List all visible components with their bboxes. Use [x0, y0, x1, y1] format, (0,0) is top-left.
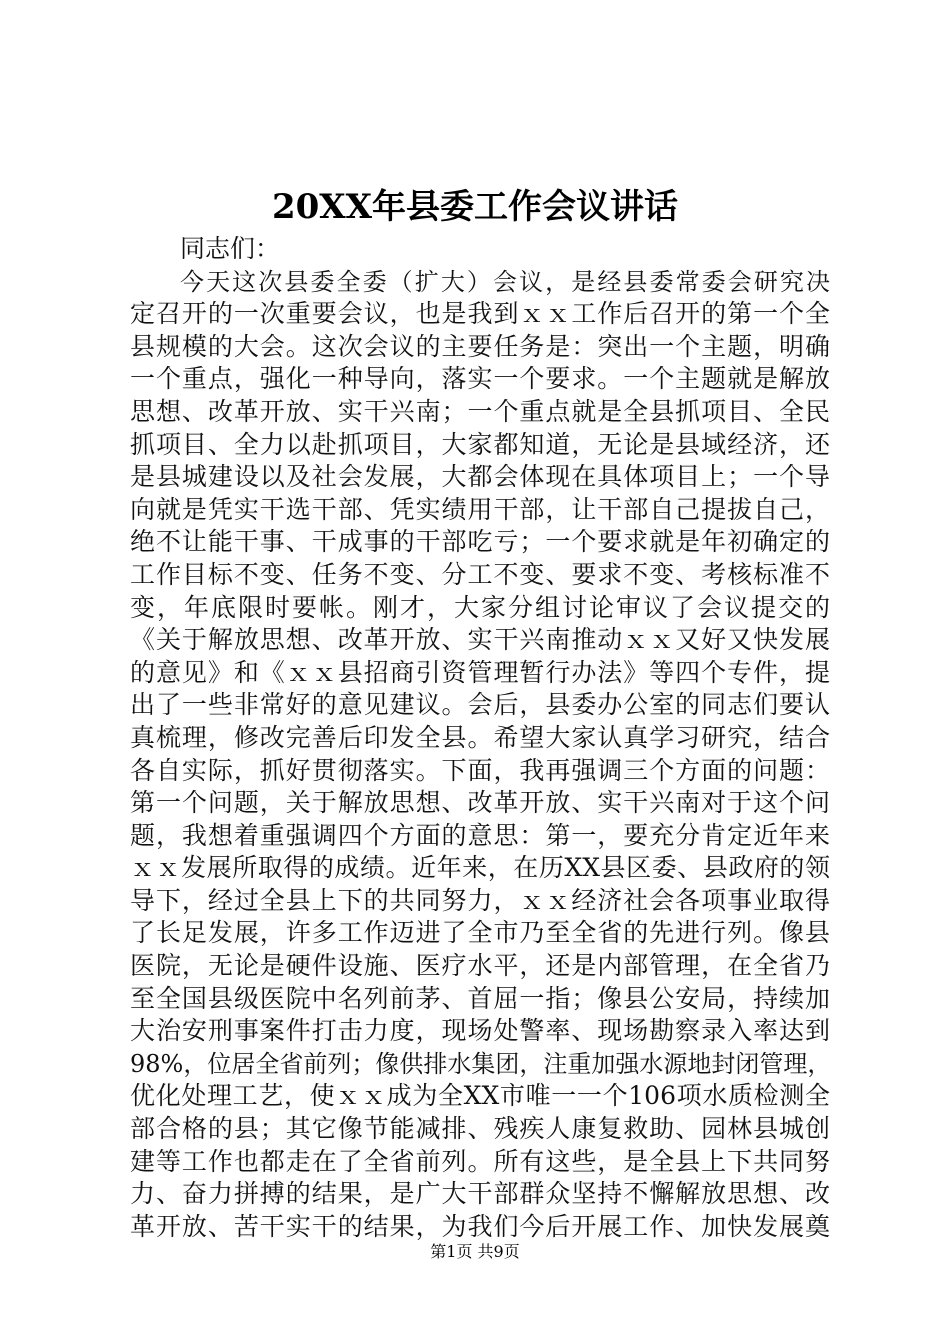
paragraph-line: 一个重点，强化一种导向，落实一个要求。一个主题就是解放 [130, 364, 830, 394]
paragraph-line: 变，年底限时要帐。刚才，大家分组讨论审议了会议提交的 [130, 592, 830, 622]
paragraph-line: 医院，无论是硬件设施、医疗水平，还是内部管理，在全省乃 [130, 951, 830, 981]
paragraph-line: 县规模的大会。这次会议的主要任务是：突出一个主题，明确 [130, 331, 830, 361]
paragraph-line: 向就是凭实干选干部、凭实绩用干部，让干部自己提拔自己， [130, 494, 830, 524]
paragraph-line: 了长足发展，许多工作迈进了全市乃至全省的先进行列。像县 [130, 918, 830, 948]
paragraph-line: 建等工作也都走在了全省前列。所有这些，是全县上下共同努 [130, 1146, 830, 1176]
paragraph-line: 的意见》和《ｘｘ县招商引资管理暂行办法》等四个专件，提 [130, 657, 830, 687]
paragraph-line: 力、奋力拼搏的结果，是广大干部群众坚持不懈解放思想、改 [130, 1179, 830, 1209]
salutation-line: 同志们： [180, 234, 281, 263]
paragraph-line: 绝不让能干事、干成事的干部吃亏；一个要求就是年初确定的 [130, 527, 830, 557]
paragraph-line: 思想、改革开放、实干兴南；一个重点就是全县抓项目、全民 [130, 396, 830, 426]
paragraph-line: 《关于解放思想、改革开放、实干兴南推动ｘｘ又好又快发展 [130, 625, 830, 655]
paragraph-line: 优化处理工艺，使ｘｘ成为全XX市唯一一个106项水质检测全 [130, 1081, 830, 1111]
paragraph-line: 题，我想着重强调四个方面的意思：第一，要充分肯定近年来 [130, 820, 830, 850]
paragraph-line: 出了一些非常好的意见建议。会后，县委办公室的同志们要认 [130, 690, 830, 720]
paragraph-line: 抓项目、全力以赴抓项目，大家都知道，无论是县域经济，还 [130, 429, 830, 459]
paragraph-line: 98%，位居全省前列；像供排水集团，注重加强水源地封闭管理， [130, 1049, 832, 1078]
paragraph-line: 导下，经过全县上下的共同努力，ｘｘ经济社会各项事业取得 [130, 885, 830, 915]
paragraph-line: 第一个问题，关于解放思想、改革开放、实干兴南对于这个问 [130, 788, 830, 818]
page-number-footer: 第1页 共9页 [430, 1242, 520, 1261]
document-body [130, 233, 830, 1243]
paragraph-line: 大治安刑事案件打击力度，现场处警率、现场勘察录入率达到 [130, 1016, 830, 1046]
paragraph-line: 各自实际，抓好贯彻落实。下面，我再强调三个方面的问题： [130, 755, 830, 785]
paragraph-line: 部合格的县；其它像节能减排、残疾人康复救助、园林县城创 [130, 1114, 830, 1144]
document-title: 20XX年县委工作会议讲话 [271, 187, 679, 227]
paragraph-line: 定召开的一次重要会议，也是我到ｘｘ工作后召开的第一个全 [130, 299, 830, 329]
paragraph-line: 革开放、苦干实干的结果，为我们今后开展工作、加快发展奠 [130, 1211, 830, 1241]
paragraph-line: ｘｘ发展所取得的成绩。近年来，在历XX县区委、县政府的领 [130, 853, 830, 883]
paragraph-line: 工作目标不变、任务不变、分工不变、要求不变、考核标准不 [130, 559, 830, 589]
paragraph-line: 真梳理，修改完善后印发全县。希望大家认真学习研究，结合 [130, 722, 830, 752]
paragraph-line: 今天这次县委全委（扩大）会议，是经县委常委会研究决 [180, 267, 830, 296]
paragraph-line: 至全国县级医院中名列前茅、首屈一指；像县公安局，持续加 [130, 983, 830, 1013]
paragraph-line: 是县城建设以及社会发展，大都会体现在具体项目上；一个导 [130, 462, 830, 492]
